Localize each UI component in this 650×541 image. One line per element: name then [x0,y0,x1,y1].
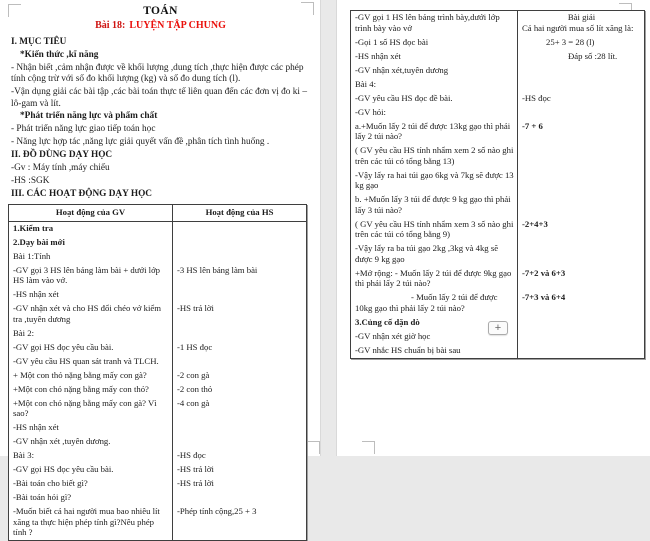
hs-activity-line: -HS trả lời [177,464,214,475]
gv-activity-line: +Mở rộng: - Muốn lấy 2 túi để được 9kg gạo thì phải lấy 2 túi nào? [351,267,518,292]
gv-activity-line: + Một con thỏ nặng bằng mấy con gà? [9,369,173,383]
gv-activity-line: -HS nhận xét [351,50,518,64]
hs-activity-line [518,144,644,169]
gv-activity-line: 1.Kiểm tra [9,222,173,236]
hs-activity-line [173,421,306,435]
insert-button[interactable]: + [488,321,508,335]
objectives-section [11,37,310,200]
hs-activity-line [518,106,644,120]
hs-activity-line [518,193,644,218]
gv-column-header: Hoạt động của GV [9,205,173,222]
hs-activity-line: Bài giải Cả hai người mua số lít xăng là: [522,12,634,33]
hs-activity-line [518,316,644,330]
margin-corner-mark [362,441,375,454]
hs-activity-line [173,236,306,250]
gv-activity-line: - Muốn lấy 2 túi để được 10kg gạo thì phải lấy 2 túi nào? [351,291,518,316]
lesson-number: Bài 18: [95,20,126,31]
gv-activity-line: -GV nhắc HS chuẩn bị bài sau [351,344,518,358]
hs-activity-line: 25+ 3 = 28 (l) [546,36,595,47]
hs-activity-line [173,288,306,302]
gv-activity-line: +Một con chó nặng bằng mấy con gà? Vì sao? [9,397,173,422]
intro-line: - Năng lực hợp tác ,năng lực giải quyết vấn đề ,phân tích tình huống . [11,137,270,148]
gv-activity-line: -Bài toán hỏi gì? [9,491,173,505]
hs-activity-line [173,250,306,264]
hs-activity-line: -7 + 6 [522,120,543,131]
document-page-1 [0,0,321,538]
intro-line: -HS :SGK [11,175,50,186]
gv-activity-line: -GV yêu cầu HS quan sát tranh và TLCH. [9,355,173,369]
gv-activity-line: -HS nhận xét [9,288,173,302]
gv-activity-line: 3.Củng cố dặn dò [351,316,518,330]
gv-activity-line: Bài 3: [9,449,173,463]
hs-activity-line: -4 con gà [177,397,210,408]
hs-activity-line: -HS đọc [522,92,551,103]
hs-activity-line: -7+3 và 6+4 [522,292,566,302]
gv-activity-line: -GV nhận xét giờ học [351,330,518,344]
hs-activity-line [518,330,644,344]
gv-activity-line: -HS nhận xét [9,421,173,435]
intro-line: III. CÁC HOẠT ĐỘNG DẠY HỌC [11,188,153,199]
gv-activity-line: b. +Muốn lấy 3 túi để được 9 kg gạo thì phải lấy 3 túi nào? [351,193,518,218]
activities-table-page2 [350,10,645,359]
page-title: TOÁN [143,5,178,17]
intro-line: - Phát triển năng lực giao tiếp toán học [11,124,156,135]
page1-content [11,5,310,541]
hs-activity-line [173,491,306,505]
hs-activity-line [173,327,306,341]
gv-activity-line: Bài 2: [9,327,173,341]
hs-activity-line: -Phép tính cộng,25 + 3 [177,506,257,517]
hs-activity-line: -HS trả lời [177,303,214,314]
gv-activity-line: -GV gọi HS đọc yêu cầu bài. [9,463,173,477]
intro-line: I. MỤC TIÊU [11,37,67,47]
gv-activity-line: 2.Dạy bài mới [9,236,173,250]
hs-activity-line: -3 HS lên bảng làm bài [177,264,258,275]
gv-activity-line: -GV gọi 3 HS lên bảng làm bài + dưới lớp HS làm vào vở. [9,264,173,289]
hs-activity-line: -HS trả lời [177,478,214,489]
hs-activity-line: -2 con gà [177,369,210,380]
gv-activity-line: -Gọi 1 số HS đọc bài [351,36,518,50]
gv-activity-line: ( GV yêu cầu HS tính nhẩm xem 2 số nào ghi trên các túi có tổng bằng 13) [351,144,518,169]
gv-activity-line: -GV gọi HS đọc yêu cầu bài. [9,341,173,355]
hs-activity-line [518,169,644,194]
hs-activity-line [518,344,644,358]
hs-activity-line [173,222,306,236]
hs-activity-line: -1 HS đọc [177,341,213,352]
hs-activity-line: -HS đọc [177,450,206,461]
gv-activity-line: a.+Muốn lấy 2 túi để được 13kg gạo thì phải lấy 2 túi nào? [351,120,518,145]
hs-activity-line [173,355,306,369]
lesson-name: LUYỆN TẬP CHUNG [129,20,226,31]
gv-activity-line: -GV gọi 1 HS lên bảng trình bày,dưới lớp trình bày vào vở [351,11,518,36]
hs-activity-line: -2+4+3 [522,218,548,229]
gv-activity-line: -GV yêu cầu HS đọc đề bài. [351,92,518,106]
intro-line: II. ĐỒ DÙNG DẠY HỌC [11,150,113,161]
hs-activity-line: -7+2 và 6+3 [522,267,566,278]
intro-line: *Kiến thức ,kĩ năng [20,49,99,60]
hs-activity-line [518,242,644,267]
gv-activity-line: ( GV yêu cầu HS tính nhẩm xem 3 số nào ghi trên các túi có tổng bằng 9) [351,218,518,243]
intro-line: *Phát triển năng lực và phẩm chất [20,111,158,122]
gv-activity-line: -Muốn biết cả hai người mua bao nhiêu lít xăng ta thực hiện phép tính gì?Nêu phép tính ? [9,505,173,540]
hs-activity-line: Đáp số :28 lít. [568,50,618,61]
intro-line: -Vận dụng giải các bài tập ,các bài toán thực tế liên quan đến các đơn vị đo ki –lô-gam và lít. [11,87,307,109]
gv-activity-line: -Vậy lấy ra hai túi gạo 6kg và 7kg sẽ được 13 kg gạo [351,169,518,194]
hs-activity-line [173,435,306,449]
document-page-2 [336,0,650,456]
gv-activity-line: -GV nhận xét ,tuyên dương. [9,435,173,449]
activities-table-page1 [8,204,307,541]
gv-activity-line: -Bài toán cho biết gì? [9,477,173,491]
gv-activity-line: -Vậy lấy ra ba túi gạo 2kg ,3kg và 4kg sẽ được 9 kg gạo [351,242,518,267]
intro-line: - Nhận biết ,cảm nhận được về khối lượng ,dung tích ,thực hiện được các phép tính cộng trừ với số đo khối lượng (kg) và số đo dung tích (l). [11,62,304,85]
hs-activity-line [518,64,644,78]
gv-activity-line: Bài 4: [351,78,518,92]
hs-activity-line: -2 con thỏ [177,383,213,394]
lesson-heading [11,20,310,31]
intro-line: -Gv : Máy tính ,máy chiếu [11,163,110,174]
gv-activity-line: -GV nhận xét và cho HS đổi chéo vở kiểm tra ,tuyên dương [9,302,173,327]
gv-activity-line: +Một con chó nặng bằng mấy con thỏ? [9,383,173,397]
gv-activity-line: Bài 1:Tính [9,250,173,264]
gv-activity-line: -GV hỏi: [351,106,518,120]
hs-column-header: Hoạt động của HS [173,205,306,222]
hs-activity-line [518,78,644,92]
gv-activity-line: -GV nhận xét,tuyên dương [351,64,518,78]
